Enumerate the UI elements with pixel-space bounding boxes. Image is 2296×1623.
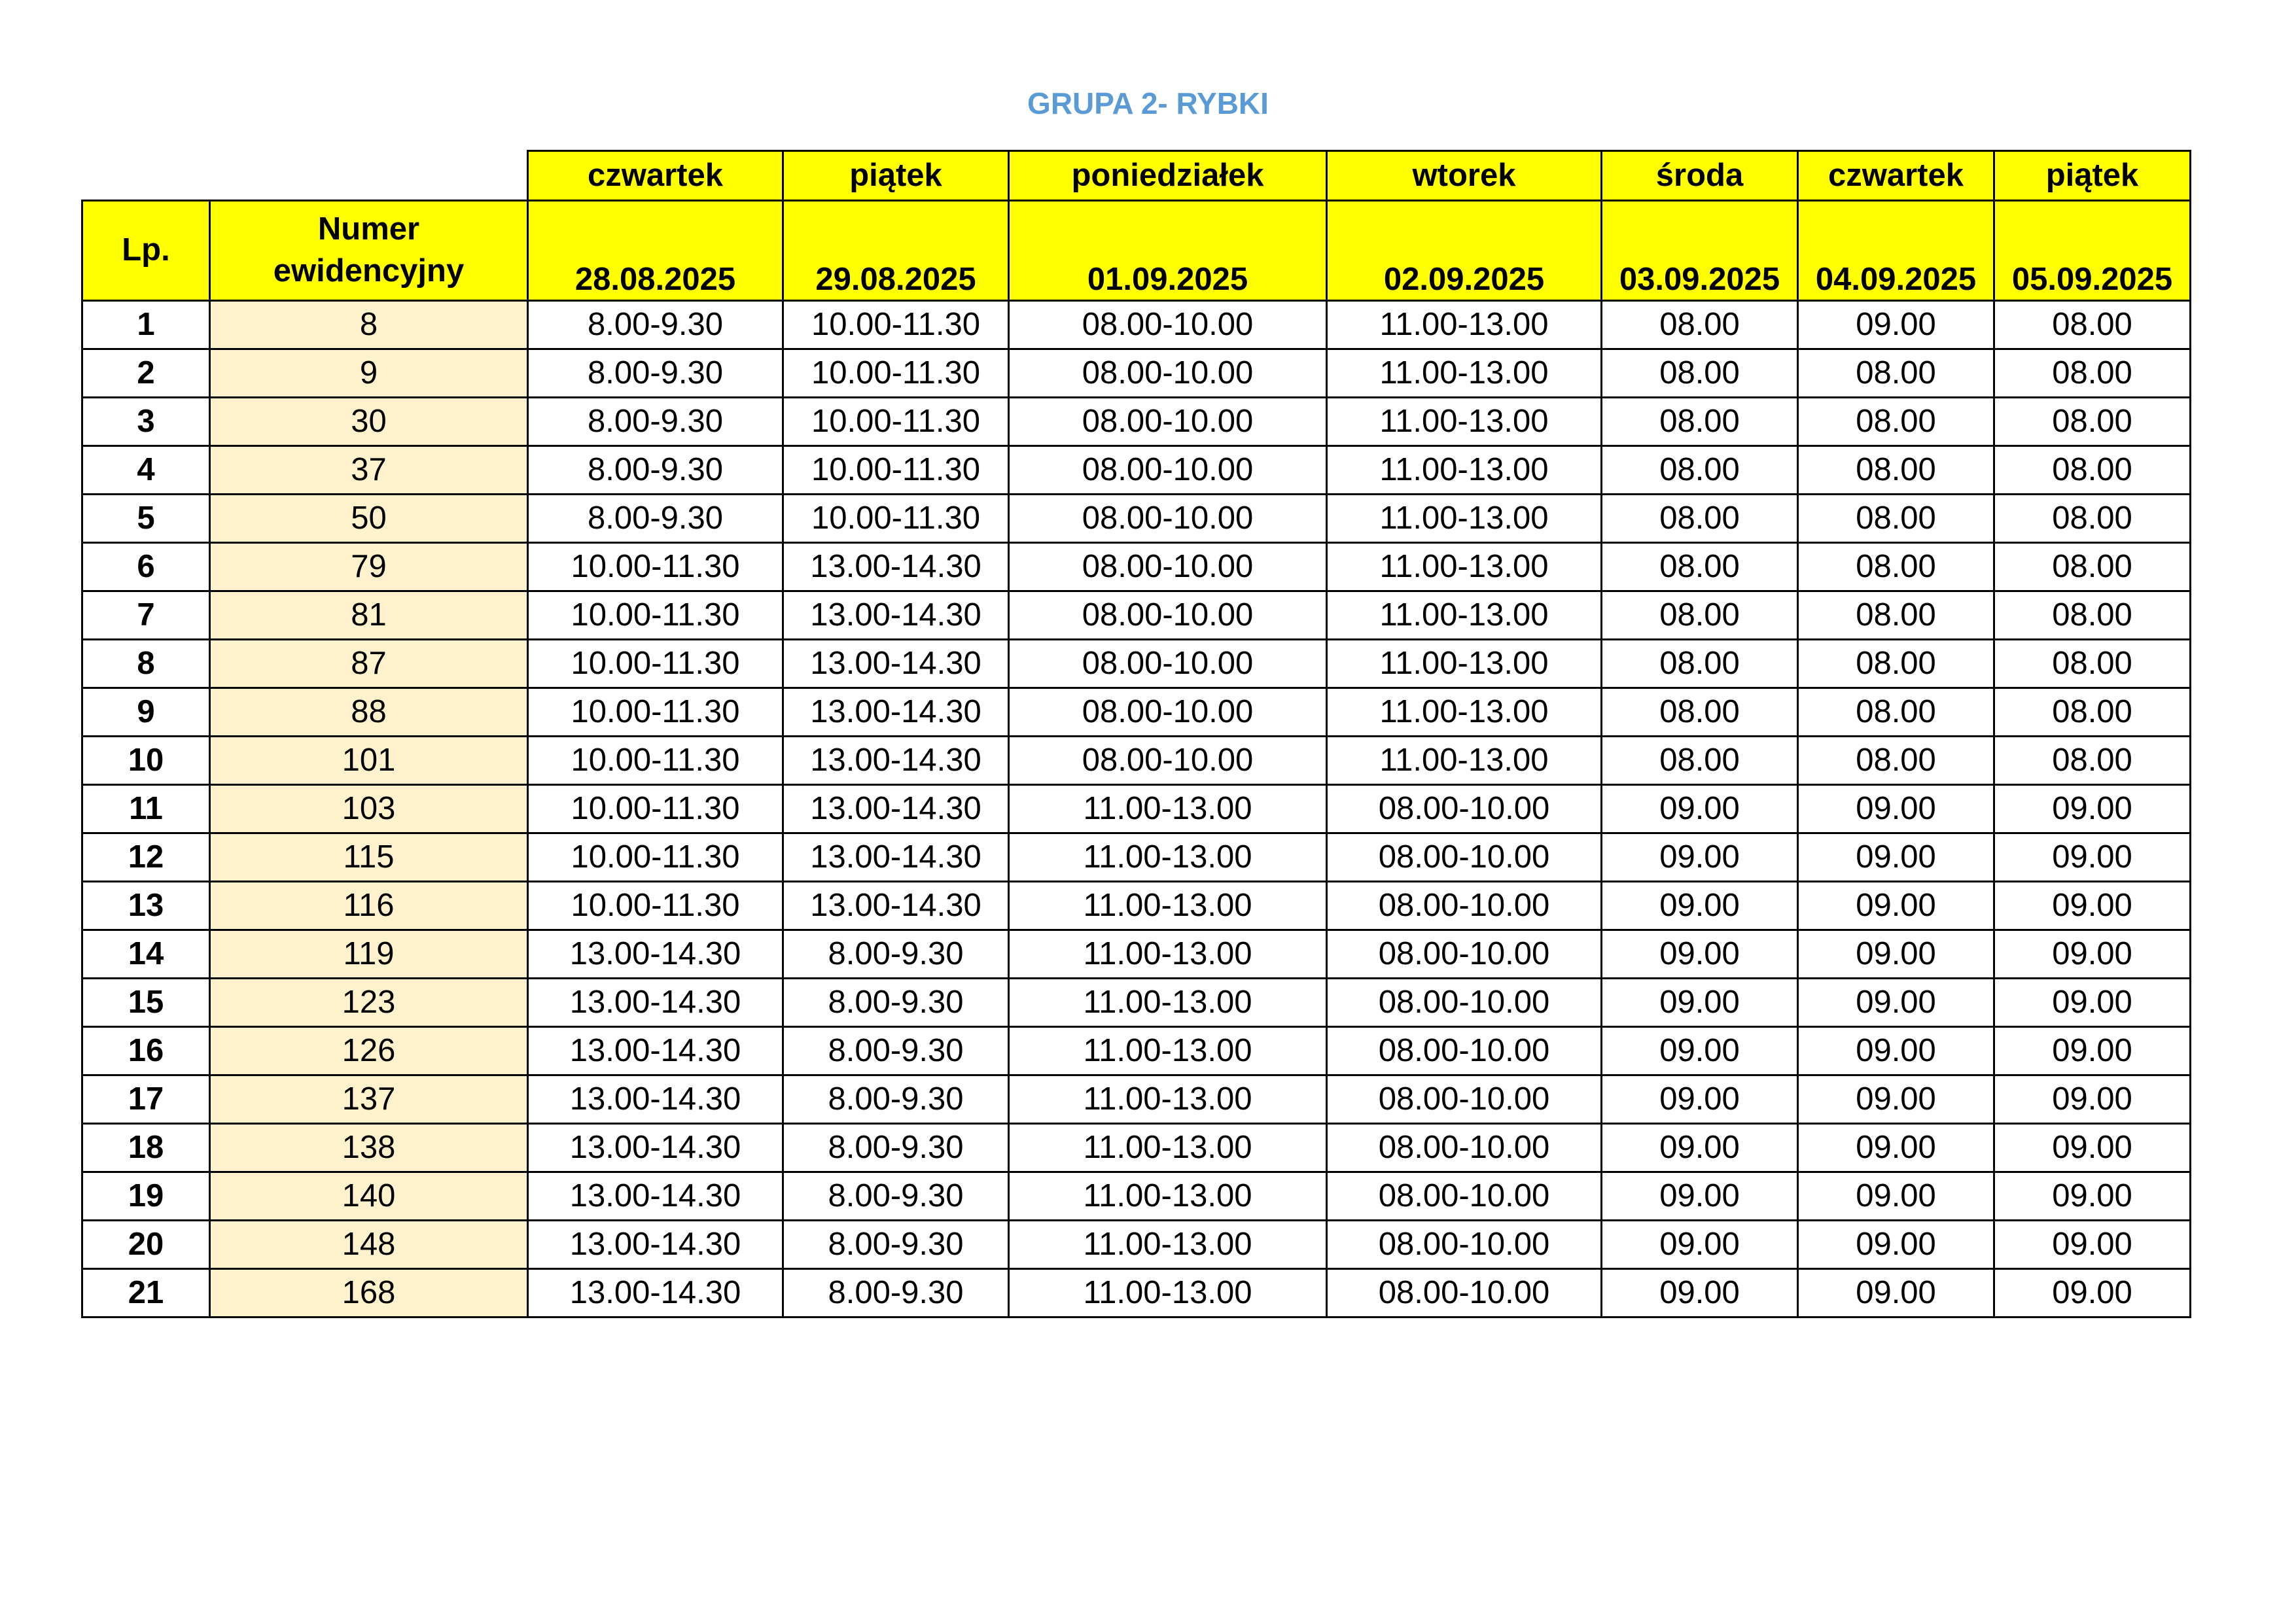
time-slot-cell: 10.00-11.30 xyxy=(528,833,783,882)
lp-cell: 1 xyxy=(82,301,210,349)
number-header-line1: Numer xyxy=(317,211,420,247)
time-slot-cell: 10.00-11.30 xyxy=(528,688,783,737)
table-row xyxy=(82,1027,2191,1075)
lp-header-cell: Lp. xyxy=(82,201,210,301)
time-slot-cell: 8.00-9.30 xyxy=(528,446,783,495)
date-header-cell: 01.09.2025 xyxy=(1009,201,1327,301)
table-row xyxy=(82,1075,2191,1124)
time-slot-cell: 08.00-10.00 xyxy=(1009,495,1327,543)
time-slot-cell: 11.00-13.00 xyxy=(1327,543,1602,591)
time-slot-cell: 09.00 xyxy=(1994,785,2191,833)
table-row xyxy=(82,882,2191,930)
day-header-cell: środa xyxy=(1602,151,1798,201)
lp-cell: 11 xyxy=(82,785,210,833)
time-slot-cell: 13.00-14.30 xyxy=(528,1027,783,1075)
time-slot-cell: 09.00 xyxy=(1602,1269,1798,1318)
time-slot-cell: 09.00 xyxy=(1798,1124,1994,1172)
time-slot-cell: 8.00-9.30 xyxy=(783,1027,1009,1075)
time-slot-cell: 08.00 xyxy=(1994,495,2191,543)
lp-cell: 18 xyxy=(82,1124,210,1172)
time-slot-cell: 13.00-14.30 xyxy=(783,543,1009,591)
time-slot-cell: 8.00-9.30 xyxy=(528,349,783,398)
time-slot-cell: 08.00 xyxy=(1994,446,2191,495)
time-slot-cell: 08.00-10.00 xyxy=(1327,833,1602,882)
record-number-cell: 50 xyxy=(210,495,528,543)
time-slot-cell: 10.00-11.30 xyxy=(528,591,783,640)
time-slot-cell: 11.00-13.00 xyxy=(1009,1027,1327,1075)
time-slot-cell: 13.00-14.30 xyxy=(783,688,1009,737)
time-slot-cell: 10.00-11.30 xyxy=(783,446,1009,495)
lp-cell: 14 xyxy=(82,930,210,979)
time-slot-cell: 08.00 xyxy=(1798,591,1994,640)
record-number-cell: 140 xyxy=(210,1172,528,1221)
table-row xyxy=(82,349,2191,398)
day-header-cell: poniedziałek xyxy=(1009,151,1327,201)
time-slot-cell: 09.00 xyxy=(1994,1027,2191,1075)
table-row xyxy=(82,688,2191,737)
time-slot-cell: 8.00-9.30 xyxy=(783,1269,1009,1318)
record-number-cell: 88 xyxy=(210,688,528,737)
lp-cell: 10 xyxy=(82,737,210,785)
time-slot-cell: 11.00-13.00 xyxy=(1327,495,1602,543)
table-row xyxy=(82,543,2191,591)
date-header-cell: 28.08.2025 xyxy=(528,201,783,301)
time-slot-cell: 13.00-14.30 xyxy=(528,1269,783,1318)
time-slot-cell: 11.00-13.00 xyxy=(1327,591,1602,640)
lp-cell: 12 xyxy=(82,833,210,882)
time-slot-cell: 08.00-10.00 xyxy=(1009,591,1327,640)
time-slot-cell: 08.00-10.00 xyxy=(1327,1027,1602,1075)
time-slot-cell: 09.00 xyxy=(1602,1172,1798,1221)
time-slot-cell: 08.00 xyxy=(1994,640,2191,688)
table-row xyxy=(82,979,2191,1027)
lp-cell: 19 xyxy=(82,1172,210,1221)
time-slot-cell: 09.00 xyxy=(1798,1269,1994,1318)
time-slot-cell: 13.00-14.30 xyxy=(528,930,783,979)
time-slot-cell: 11.00-13.00 xyxy=(1009,1172,1327,1221)
time-slot-cell: 11.00-13.00 xyxy=(1009,1124,1327,1172)
time-slot-cell: 13.00-14.30 xyxy=(528,979,783,1027)
time-slot-cell: 08.00 xyxy=(1798,495,1994,543)
day-header-row xyxy=(82,151,2191,201)
time-slot-cell: 09.00 xyxy=(1602,882,1798,930)
time-slot-cell: 08.00 xyxy=(1994,688,2191,737)
lp-cell: 5 xyxy=(82,495,210,543)
time-slot-cell: 8.00-9.30 xyxy=(528,495,783,543)
time-slot-cell: 08.00-10.00 xyxy=(1009,301,1327,349)
time-slot-cell: 8.00-9.30 xyxy=(783,1172,1009,1221)
record-number-cell: 115 xyxy=(210,833,528,882)
time-slot-cell: 8.00-9.30 xyxy=(783,1221,1009,1269)
time-slot-cell: 08.00 xyxy=(1602,446,1798,495)
lp-cell: 20 xyxy=(82,1221,210,1269)
date-header-cell: 29.08.2025 xyxy=(783,201,1009,301)
record-number-cell: 116 xyxy=(210,882,528,930)
time-slot-cell: 10.00-11.30 xyxy=(783,398,1009,446)
time-slot-cell: 11.00-13.00 xyxy=(1327,446,1602,495)
time-slot-cell: 08.00-10.00 xyxy=(1009,398,1327,446)
record-number-cell: 126 xyxy=(210,1027,528,1075)
date-header-row xyxy=(82,201,2191,301)
table-row xyxy=(82,930,2191,979)
time-slot-cell: 11.00-13.00 xyxy=(1009,882,1327,930)
day-header-cell: piątek xyxy=(1994,151,2191,201)
record-number-cell: 9 xyxy=(210,349,528,398)
day-header-cell: czwartek xyxy=(528,151,783,201)
time-slot-cell: 09.00 xyxy=(1602,1075,1798,1124)
table-row xyxy=(82,737,2191,785)
time-slot-cell: 11.00-13.00 xyxy=(1327,640,1602,688)
record-number-cell: 123 xyxy=(210,979,528,1027)
time-slot-cell: 09.00 xyxy=(1798,979,1994,1027)
time-slot-cell: 08.00 xyxy=(1602,543,1798,591)
time-slot-cell: 08.00 xyxy=(1994,349,2191,398)
time-slot-cell: 09.00 xyxy=(1994,1269,2191,1318)
time-slot-cell: 08.00-10.00 xyxy=(1009,446,1327,495)
time-slot-cell: 08.00-10.00 xyxy=(1327,1221,1602,1269)
time-slot-cell: 8.00-9.30 xyxy=(783,1124,1009,1172)
table-row xyxy=(82,640,2191,688)
time-slot-cell: 10.00-11.30 xyxy=(528,737,783,785)
time-slot-cell: 09.00 xyxy=(1798,930,1994,979)
time-slot-cell: 08.00 xyxy=(1994,737,2191,785)
time-slot-cell: 10.00-11.30 xyxy=(783,495,1009,543)
time-slot-cell: 11.00-13.00 xyxy=(1327,688,1602,737)
time-slot-cell: 09.00 xyxy=(1602,1027,1798,1075)
time-slot-cell: 08.00 xyxy=(1994,301,2191,349)
date-header-cell: 05.09.2025 xyxy=(1994,201,2191,301)
table-row xyxy=(82,785,2191,833)
time-slot-cell: 8.00-9.30 xyxy=(783,930,1009,979)
time-slot-cell: 09.00 xyxy=(1798,1027,1994,1075)
time-slot-cell: 09.00 xyxy=(1602,1221,1798,1269)
time-slot-cell: 8.00-9.30 xyxy=(783,979,1009,1027)
time-slot-cell: 09.00 xyxy=(1798,1075,1994,1124)
schedule-table xyxy=(81,150,2191,1318)
lp-cell: 4 xyxy=(82,446,210,495)
time-slot-cell: 10.00-11.30 xyxy=(528,640,783,688)
table-row xyxy=(82,398,2191,446)
time-slot-cell: 08.00 xyxy=(1798,398,1994,446)
day-header-cell: czwartek xyxy=(1798,151,1994,201)
time-slot-cell: 08.00 xyxy=(1602,398,1798,446)
date-header-cell: 02.09.2025 xyxy=(1327,201,1602,301)
table-row xyxy=(82,1172,2191,1221)
table-row xyxy=(82,301,2191,349)
lp-cell: 2 xyxy=(82,349,210,398)
number-header-line2: ewidencyjny xyxy=(273,253,465,288)
time-slot-cell: 08.00 xyxy=(1602,591,1798,640)
time-slot-cell: 09.00 xyxy=(1602,1124,1798,1172)
number-header-cell xyxy=(210,201,528,301)
time-slot-cell: 13.00-14.30 xyxy=(528,1221,783,1269)
time-slot-cell: 08.00 xyxy=(1994,591,2191,640)
time-slot-cell: 09.00 xyxy=(1798,833,1994,882)
time-slot-cell: 10.00-11.30 xyxy=(783,349,1009,398)
lp-cell: 15 xyxy=(82,979,210,1027)
time-slot-cell: 09.00 xyxy=(1798,882,1994,930)
date-header-cell: 04.09.2025 xyxy=(1798,201,1994,301)
record-number-cell: 79 xyxy=(210,543,528,591)
time-slot-cell: 08.00 xyxy=(1798,688,1994,737)
lp-cell: 9 xyxy=(82,688,210,737)
record-number-cell: 37 xyxy=(210,446,528,495)
time-slot-cell: 08.00-10.00 xyxy=(1327,930,1602,979)
record-number-cell: 138 xyxy=(210,1124,528,1172)
time-slot-cell: 11.00-13.00 xyxy=(1327,349,1602,398)
time-slot-cell: 11.00-13.00 xyxy=(1009,930,1327,979)
record-number-cell: 81 xyxy=(210,591,528,640)
time-slot-cell: 13.00-14.30 xyxy=(783,737,1009,785)
record-number-cell: 148 xyxy=(210,1221,528,1269)
lp-cell: 16 xyxy=(82,1027,210,1075)
time-slot-cell: 11.00-13.00 xyxy=(1009,785,1327,833)
table-row xyxy=(82,1221,2191,1269)
time-slot-cell: 08.00 xyxy=(1798,737,1994,785)
time-slot-cell: 09.00 xyxy=(1994,1124,2191,1172)
time-slot-cell: 09.00 xyxy=(1798,1221,1994,1269)
time-slot-cell: 08.00 xyxy=(1798,640,1994,688)
time-slot-cell: 08.00 xyxy=(1798,446,1994,495)
time-slot-cell: 09.00 xyxy=(1602,785,1798,833)
time-slot-cell: 08.00-10.00 xyxy=(1327,785,1602,833)
time-slot-cell: 09.00 xyxy=(1994,833,2191,882)
time-slot-cell: 08.00-10.00 xyxy=(1327,1172,1602,1221)
record-number-cell: 103 xyxy=(210,785,528,833)
lp-cell: 6 xyxy=(82,543,210,591)
time-slot-cell: 09.00 xyxy=(1994,1075,2191,1124)
record-number-cell: 30 xyxy=(210,398,528,446)
lp-cell: 13 xyxy=(82,882,210,930)
time-slot-cell: 08.00 xyxy=(1994,543,2191,591)
time-slot-cell: 13.00-14.30 xyxy=(528,1172,783,1221)
time-slot-cell: 08.00 xyxy=(1602,495,1798,543)
time-slot-cell: 13.00-14.30 xyxy=(783,640,1009,688)
time-slot-cell: 09.00 xyxy=(1602,930,1798,979)
time-slot-cell: 08.00 xyxy=(1798,543,1994,591)
time-slot-cell: 08.00 xyxy=(1798,349,1994,398)
time-slot-cell: 11.00-13.00 xyxy=(1009,833,1327,882)
table-row xyxy=(82,1269,2191,1318)
record-number-cell: 137 xyxy=(210,1075,528,1124)
lp-cell: 7 xyxy=(82,591,210,640)
time-slot-cell: 13.00-14.30 xyxy=(783,833,1009,882)
time-slot-cell: 09.00 xyxy=(1798,785,1994,833)
table-row xyxy=(82,495,2191,543)
time-slot-cell: 08.00-10.00 xyxy=(1009,640,1327,688)
time-slot-cell: 08.00-10.00 xyxy=(1009,543,1327,591)
day-header-cell: piątek xyxy=(783,151,1009,201)
time-slot-cell: 13.00-14.30 xyxy=(783,785,1009,833)
time-slot-cell: 08.00 xyxy=(1602,688,1798,737)
time-slot-cell: 09.00 xyxy=(1994,882,2191,930)
record-number-cell: 101 xyxy=(210,737,528,785)
time-slot-cell: 09.00 xyxy=(1994,1172,2191,1221)
time-slot-cell: 11.00-13.00 xyxy=(1009,1075,1327,1124)
time-slot-cell: 11.00-13.00 xyxy=(1327,398,1602,446)
lp-cell: 21 xyxy=(82,1269,210,1318)
date-header-cell: 03.09.2025 xyxy=(1602,201,1798,301)
table-row xyxy=(82,446,2191,495)
time-slot-cell: 08.00-10.00 xyxy=(1009,349,1327,398)
time-slot-cell: 10.00-11.30 xyxy=(528,785,783,833)
time-slot-cell: 8.00-9.30 xyxy=(783,1075,1009,1124)
table-row xyxy=(82,1124,2191,1172)
time-slot-cell: 8.00-9.30 xyxy=(528,301,783,349)
time-slot-cell: 09.00 xyxy=(1994,1221,2191,1269)
time-slot-cell: 09.00 xyxy=(1798,301,1994,349)
lp-cell: 17 xyxy=(82,1075,210,1124)
time-slot-cell: 08.00 xyxy=(1602,640,1798,688)
time-slot-cell: 09.00 xyxy=(1994,930,2191,979)
time-slot-cell: 8.00-9.30 xyxy=(528,398,783,446)
time-slot-cell: 08.00-10.00 xyxy=(1327,979,1602,1027)
time-slot-cell: 11.00-13.00 xyxy=(1009,979,1327,1027)
time-slot-cell: 09.00 xyxy=(1798,1172,1994,1221)
time-slot-cell: 09.00 xyxy=(1602,833,1798,882)
time-slot-cell: 08.00-10.00 xyxy=(1327,1075,1602,1124)
time-slot-cell: 08.00 xyxy=(1994,398,2191,446)
time-slot-cell: 08.00 xyxy=(1602,349,1798,398)
time-slot-cell: 11.00-13.00 xyxy=(1327,301,1602,349)
time-slot-cell: 10.00-11.30 xyxy=(783,301,1009,349)
time-slot-cell: 08.00-10.00 xyxy=(1327,882,1602,930)
lp-cell: 3 xyxy=(82,398,210,446)
time-slot-cell: 13.00-14.30 xyxy=(783,882,1009,930)
lp-cell: 8 xyxy=(82,640,210,688)
time-slot-cell: 09.00 xyxy=(1602,979,1798,1027)
time-slot-cell: 09.00 xyxy=(1994,979,2191,1027)
time-slot-cell: 08.00 xyxy=(1602,737,1798,785)
table-row xyxy=(82,833,2191,882)
record-number-cell: 168 xyxy=(210,1269,528,1318)
table-row xyxy=(82,591,2191,640)
time-slot-cell: 10.00-11.30 xyxy=(528,543,783,591)
time-slot-cell: 08.00-10.00 xyxy=(1327,1124,1602,1172)
time-slot-cell: 10.00-11.30 xyxy=(528,882,783,930)
time-slot-cell: 13.00-14.30 xyxy=(783,591,1009,640)
time-slot-cell: 13.00-14.30 xyxy=(528,1075,783,1124)
time-slot-cell: 08.00-10.00 xyxy=(1327,1269,1602,1318)
record-number-cell: 87 xyxy=(210,640,528,688)
time-slot-cell: 08.00-10.00 xyxy=(1009,688,1327,737)
time-slot-cell: 08.00-10.00 xyxy=(1009,737,1327,785)
time-slot-cell: 13.00-14.30 xyxy=(528,1124,783,1172)
time-slot-cell: 11.00-13.00 xyxy=(1327,737,1602,785)
time-slot-cell: 11.00-13.00 xyxy=(1009,1269,1327,1318)
blank-corner-cell xyxy=(82,151,528,201)
time-slot-cell: 11.00-13.00 xyxy=(1009,1221,1327,1269)
time-slot-cell: 08.00 xyxy=(1602,301,1798,349)
day-header-cell: wtorek xyxy=(1327,151,1602,201)
record-number-cell: 8 xyxy=(210,301,528,349)
record-number-cell: 119 xyxy=(210,930,528,979)
page-title: GRUPA 2- RYBKI xyxy=(1027,86,1269,120)
